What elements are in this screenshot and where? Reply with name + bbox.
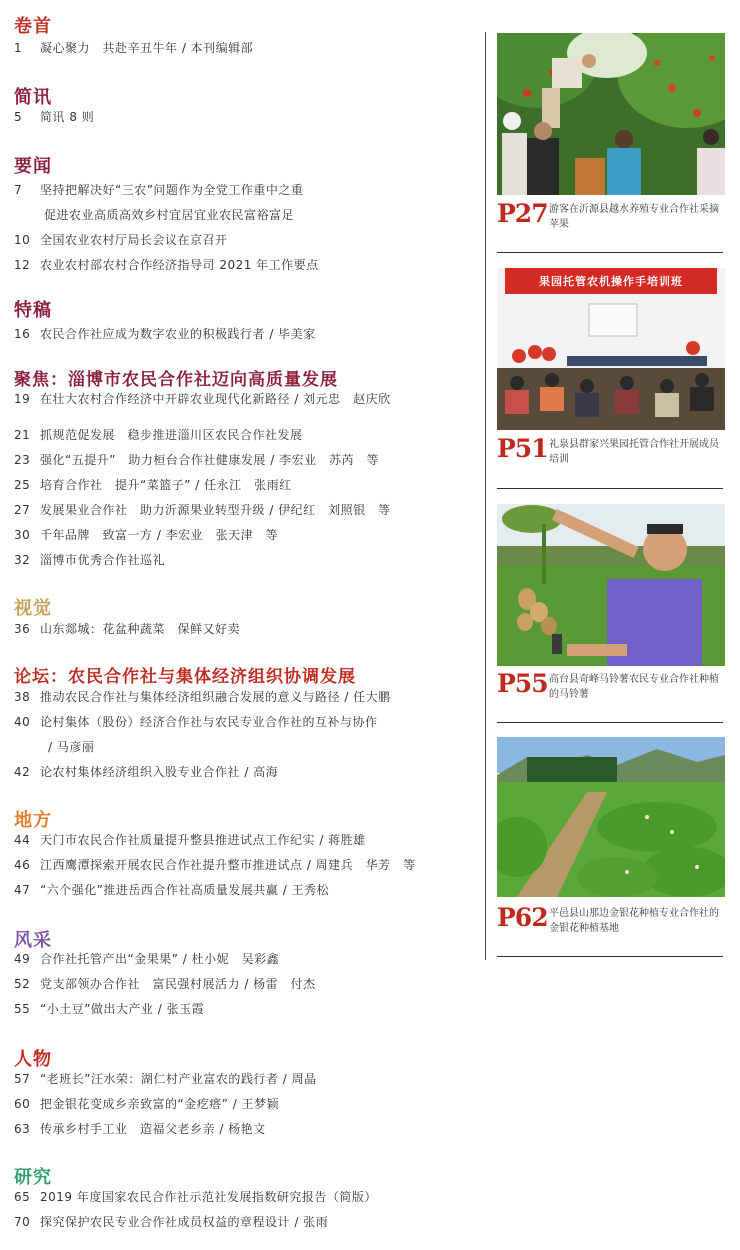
toc-entry[interactable] [14, 714, 378, 730]
page-number: 60 [14, 1097, 31, 1111]
entry-title: 传承乡村手工业 造福父老乡亲 / 杨艳文 [40, 1122, 266, 1136]
page-number: 21 [14, 428, 31, 442]
caption-rule [497, 488, 723, 489]
column-divider [485, 32, 486, 960]
page-number: 7 [14, 183, 23, 197]
toc-entry[interactable] [14, 1001, 204, 1017]
entry-title: 强化“五提升” 助力桓台合作社健康发展 / 李宏业 苏芮 等 [40, 453, 380, 467]
page-number: 5 [14, 110, 23, 124]
entry-title: 发展果业合作社 助力沂源果业转型升级 / 伊纪红 刘照银 等 [40, 503, 391, 517]
section-heading-tegao: 特稿 [14, 300, 52, 321]
section-heading-fengcai: 风采 [14, 930, 52, 951]
apple-orchard-illustration [497, 33, 725, 195]
toc-entry[interactable] [14, 689, 391, 705]
photo-page-number[interactable]: P62 [497, 903, 548, 932]
page-number: 30 [14, 528, 31, 542]
page-number: 38 [14, 690, 31, 704]
section-heading-yaowen: 要闻 [14, 156, 52, 177]
page-number: 23 [14, 453, 31, 467]
entry-title: 凝心聚力 共赴辛丑牛年 / 本刊编辑部 [40, 41, 254, 55]
page-number: 19 [14, 392, 31, 406]
training-room-illustration [497, 268, 725, 430]
entry-title: 全国农业农村厅局长会议在京召开 [40, 233, 228, 247]
photo-caption-text: 游客在沂源县越水养殖专业合作社采摘苹果 [549, 204, 719, 230]
toc-entry[interactable] [14, 1096, 279, 1112]
page-number: 36 [14, 622, 31, 636]
entry-title: 在壮大农村合作经济中开辟农业现代化新路径 / 刘元忠 赵庆欣 [40, 392, 391, 406]
entry-title: 培育合作社 提升“菜篮子” / 任永江 张雨红 [40, 478, 292, 492]
entry-title: 促进农业高质高效乡村宜居宜业农民富裕富足 [44, 208, 295, 222]
entry-title: 党支部领办合作社 富民强村展活力 / 杨雷 付杰 [40, 977, 316, 991]
caption-rule [497, 252, 723, 253]
entry-title: 合作社托管产出“金果果” / 杜小妮 吴彩鑫 [40, 952, 280, 966]
page-number: 47 [14, 883, 31, 897]
entry-title: 千年品牌 致富一方 / 李宏业 张天津 等 [40, 528, 279, 542]
page-number: 32 [14, 553, 31, 567]
page-number: 44 [14, 833, 31, 847]
page-number: 63 [14, 1122, 31, 1136]
photo-potato[interactable] [497, 504, 725, 666]
toc-entry[interactable] [14, 257, 319, 273]
entry-title: 推动农民合作社与集体经济组织融合发展的意义与路径 / 任大鹏 [40, 690, 391, 704]
entry-title: “小土豆”做出大产业 / 张玉霞 [40, 1002, 205, 1016]
toc-entry-continued[interactable] [44, 207, 294, 223]
page-number: 25 [14, 478, 31, 492]
entry-title: 农民合作社应成为数字农业的积极践行者 / 毕美家 [40, 327, 316, 341]
toc-entry[interactable] [14, 502, 391, 518]
page-number: 70 [14, 1215, 31, 1229]
photo-apple-picking[interactable] [497, 33, 725, 195]
entry-title: “六个强化”推进岳西合作社高质量发展共赢 / 王秀松 [40, 883, 330, 897]
entry-title: 天门市农民合作社质量提升整县推进试点工作纪实 / 蒋胜雄 [40, 833, 366, 847]
photo-member-training[interactable] [497, 268, 725, 430]
toc-entry[interactable] [14, 882, 329, 898]
toc-entry[interactable] [14, 182, 303, 198]
entry-title: 抓规范促发展 稳步推进淄川区农民合作社发展 [40, 428, 303, 442]
toc-entry[interactable] [14, 109, 94, 125]
page-number: 42 [14, 765, 31, 779]
entry-title: 淄博市优秀合作社巡礼 [40, 553, 166, 567]
toc-entry[interactable] [14, 832, 366, 848]
caption-rule [497, 956, 723, 957]
entry-title: 江西鹰潭探索开展农民合作社提升整市推进试点 / 周建兵 华芳 等 [40, 858, 416, 872]
page-number: 16 [14, 327, 31, 341]
section-heading-difang: 地方 [14, 810, 52, 831]
page-number: 65 [14, 1190, 31, 1204]
entry-title: 探究保护农民专业合作社成员权益的章程设计 / 张雨 [40, 1215, 329, 1229]
honeysuckle-field-illustration [497, 737, 725, 897]
photo-page-number[interactable]: P27 [497, 199, 548, 228]
toc-entry[interactable] [14, 764, 278, 780]
page-number: 55 [14, 1002, 31, 1016]
toc-entry[interactable] [14, 857, 416, 873]
toc-entry[interactable] [14, 1121, 266, 1137]
page-number: 52 [14, 977, 31, 991]
potato-field-illustration [497, 504, 725, 666]
photo-page-number[interactable]: P55 [497, 669, 548, 698]
toc-entry[interactable] [14, 391, 391, 407]
page-number: 49 [14, 952, 31, 966]
section-heading-shijue: 视觉 [14, 598, 52, 619]
entry-title: “老班长”汪水荣：湖仁村产业富农的践行者 / 周晶 [40, 1072, 317, 1086]
section-heading-renwu: 人物 [14, 1049, 52, 1070]
section-heading-jianxun: 简讯 [14, 87, 52, 108]
entry-title: 论村集体（股份）经济合作社与农民专业合作社的互补与协作 [40, 715, 378, 729]
toc-entry[interactable] [14, 951, 279, 967]
toc-entry[interactable] [14, 427, 303, 443]
photo-caption [497, 904, 727, 938]
section-heading-juanshou: 卷首 [14, 16, 52, 37]
photo-page-number[interactable]: P51 [497, 434, 548, 463]
photo-honeysuckle-base[interactable] [497, 737, 725, 897]
entry-title: 论农村集体经济组织入股专业合作社 / 高海 [40, 765, 279, 779]
training-banner-text: 果园托管农机操作手培训班 [539, 275, 683, 288]
section-heading-luntan: 论坛：农民合作社与集体经济组织协调发展 [14, 667, 356, 687]
entry-title: / 马彦丽 [48, 740, 95, 754]
page-number: 57 [14, 1072, 31, 1086]
photo-caption [497, 435, 727, 469]
toc-entry[interactable] [14, 232, 228, 248]
toc-entry[interactable] [14, 477, 292, 493]
page-number: 46 [14, 858, 31, 872]
entry-title: 农业农村部农村合作经济指导司 2021 年工作要点 [40, 258, 319, 272]
photo-caption [497, 670, 727, 704]
entry-title: 坚持把解决好“三农”问题作为全党工作重中之重 [40, 183, 304, 197]
toc-entry[interactable] [14, 552, 165, 568]
entry-title: 简讯 8 则 [40, 110, 95, 124]
toc-entry[interactable] [14, 976, 316, 992]
toc-entry[interactable] [14, 326, 316, 342]
toc-entry[interactable] [14, 40, 253, 56]
section-heading-jujiao: 聚焦：淄博市农民合作社迈向高质量发展 [14, 370, 338, 390]
toc-entry[interactable] [14, 1214, 328, 1230]
page-number: 10 [14, 233, 31, 247]
section-heading-yanjiu: 研究 [14, 1167, 52, 1188]
photo-caption-text: 高台县奇峰马铃薯农民专业合作社种植的马铃薯 [549, 674, 719, 700]
page-number: 1 [14, 41, 23, 55]
toc-entry[interactable] [14, 527, 278, 543]
photo-caption-text: 礼泉县群家兴果园托管合作社开展成员培训 [549, 439, 719, 465]
page-number: 27 [14, 503, 31, 517]
photo-caption [497, 200, 727, 234]
page-number: 12 [14, 258, 31, 272]
caption-rule [497, 722, 723, 723]
entry-title: 把金银花变成乡亲致富的“金疙瘩” / 王梦颖 [40, 1097, 280, 1111]
page-number: 40 [14, 715, 31, 729]
entry-title: 山东郯城：花盆种蔬菜 保鲜又好卖 [40, 622, 241, 636]
toc-entry[interactable] [14, 1189, 377, 1205]
entry-title: 2019 年度国家农民合作社示范社发展指数研究报告（简版） [40, 1190, 377, 1204]
toc-entry[interactable] [14, 621, 240, 637]
toc-entry-continued[interactable] [48, 739, 94, 755]
toc-entry[interactable] [14, 452, 379, 468]
photo-caption-text: 平邑县山那边金银花种植专业合作社的金银花种植基地 [549, 908, 719, 934]
toc-entry[interactable] [14, 1071, 317, 1087]
